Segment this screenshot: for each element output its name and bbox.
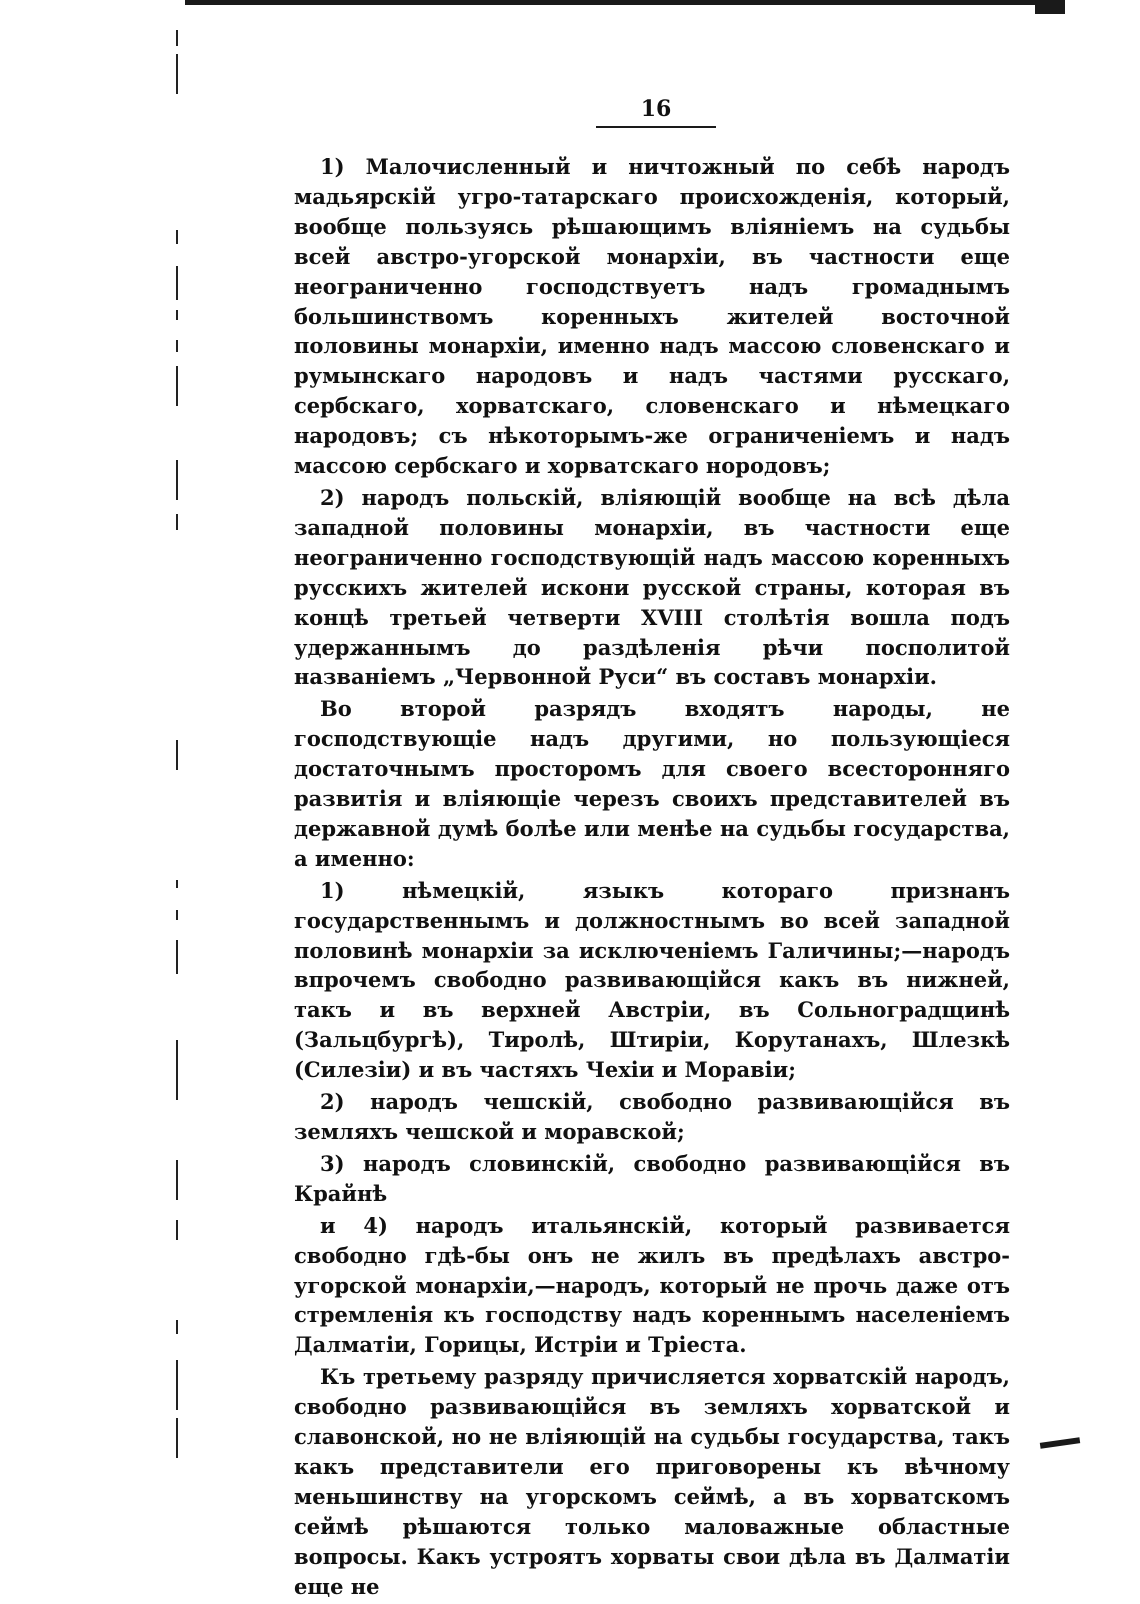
paragraph-slovene: 3) народъ словинскій, свободно развивающійся въ Крайнѣ — [294, 1150, 1010, 1206]
paragraph-second-category: Во второй разрядъ входятъ народы, не господствующіе надъ другими, но пользующіеся достаточнымъ просторомъ для своего всесторонняго развитія и вліяющіе черезъ своихъ представителей въ державной думѣ болѣе или менѣе на судьбы государства, а именно: — [294, 696, 1010, 871]
corner-scan-mark — [1040, 1437, 1080, 1449]
page-number-underline — [596, 126, 716, 128]
top-edge-rule-right — [1035, 0, 1065, 14]
paragraph-third-category: Къ третьему разряду причисляется хорватскій народъ, свободно развивающійся въ земляхъ хорватской и славонской, но не вліяющій на судьбы государства, такъ какъ представители его приговорены къ вѣчному меньшинству на угорскомъ сеймѣ, а въ хорватскомъ сеймѣ рѣшаются только маловажные областные вопросы. Какъ устроятъ хорваты свои дѣла въ Далматіи еще не — [294, 1364, 1010, 1599]
paragraph-polish: 2) народъ польскій, вліяющій вообще на всѣ дѣла западной половины монархіи, въ частности еще неограниченно господствующій надъ массою коренныхъ русскихъ жителей искони русской страны, которая въ концѣ третьей четверти XVIII столѣтія вошла подъ удержаннымъ до раздѣленія рѣчи посполитой названіемъ „Червонной Руси“ въ составъ монархіи. — [294, 484, 1010, 690]
paragraph-magyar: 1) Малочисленный и ничтожный по себѣ народъ мадьярскій угро-татарскаго происхожденія, который, вообще пользуясь рѣшающимъ вліяніемъ на судьбы всей австро-угорской монархіи, въ частности еще неограниченно господствуетъ надъ громаднымъ большинствомъ коренныхъ жителей восточной половины монархіи, именно надъ массою словенскаго и румынскаго народовъ и надъ частями русскаго, сербскаго, хорватскаго, словенскаго и нѣмецкаго народовъ; съ нѣкоторымъ-же ограниченіемъ и надъ массою сербскаго и хорватскаго нородовъ; — [294, 154, 1010, 479]
page-number: 16 — [640, 96, 672, 122]
top-edge-rule — [185, 0, 1055, 5]
paragraph-italian: и 4) народъ итальянскій, который развивается свободно гдѣ-бы онъ не жилъ въ предѣлахъ австро-угорской монархіи,—народъ, который не прочь даже отъ стремленія къ господству надъ кореннымъ населеніемъ Далматіи, Горицы, Истріи и Тріеста. — [294, 1212, 1010, 1358]
body-text — [294, 152, 1010, 1604]
binding-gutter-marks — [172, 20, 192, 1460]
paragraph-czech: 2) народъ чешскій, свободно развивающійся въ земляхъ чешской и моравской; — [294, 1089, 1010, 1144]
page-header — [596, 94, 716, 128]
paragraph-german: 1) нѣмецкій, языкъ котораго признанъ государственнымъ и должностнымъ во всей западной половинѣ монархіи за исключеніемъ Галичины;—народъ впрочемъ свободно развивающійся какъ въ нижней, такъ и въ верхней Австріи, въ Сольноградщинѣ (Зальцбургѣ), Тиролѣ, Штиріи, Корутанахъ, Шлезкѣ (Силезіи) и въ частяхъ Чехіи и Моравіи; — [294, 877, 1010, 1083]
